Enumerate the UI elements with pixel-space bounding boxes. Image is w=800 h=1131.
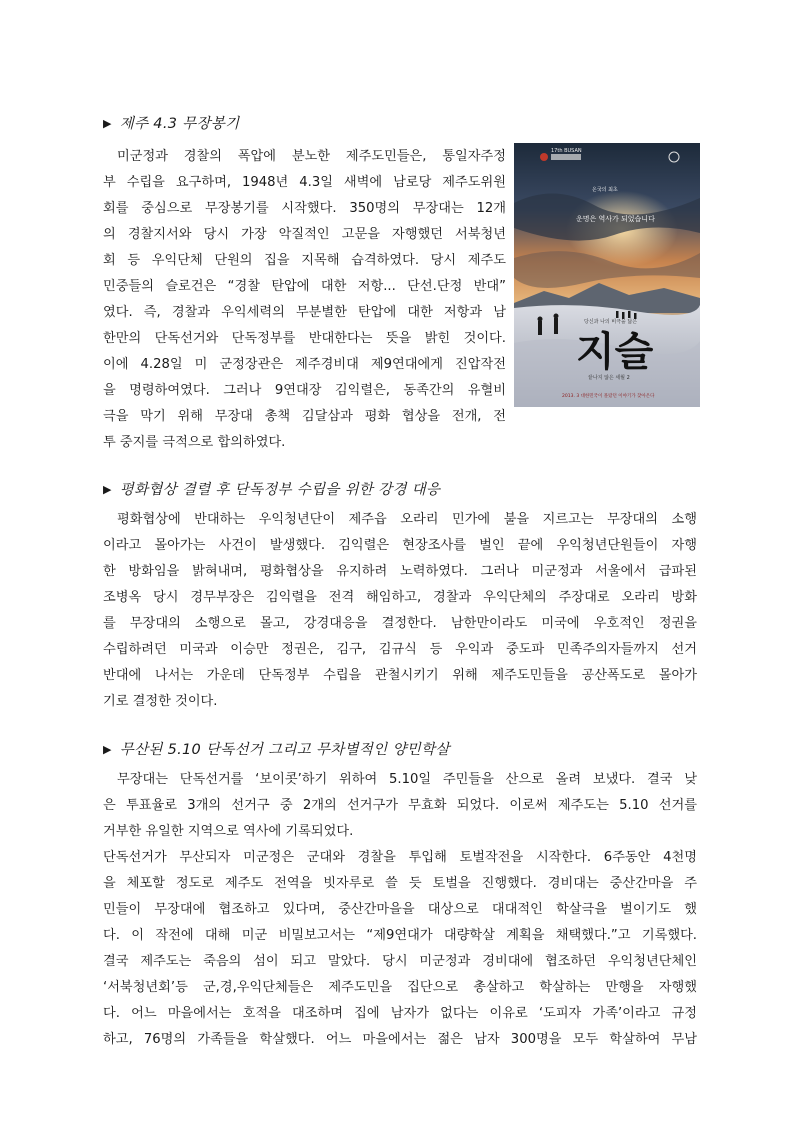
paragraph-line: 한 방화임을 밝혀내며, 평화협상을 유지하려 노력하였다. 그러나 미군정과 서울에서 급파된 xyxy=(103,564,697,579)
paragraph-line: 기로 결정한 것이다. xyxy=(103,694,218,709)
paragraph-line: 였다. 즉, 경찰과 우익세력의 무분별한 탄압에 대한 저항과 남 xyxy=(103,305,506,320)
poster-release: 2013. 3 대한민국이 몰랐던 이야기가 찾아온다 xyxy=(562,394,655,399)
paragraph-line: 극을 막기 위해 무장대 총책 김달삼과 평화 협상을 전개, 전 xyxy=(103,409,506,424)
paragraph-line: 무장대는 단독선거를 ‘보이콧’하기 위하여 5.10일 주민들을 산으로 올려 보냈다. 결국 낮 xyxy=(117,772,697,787)
paragraph-line: 민중들의 슬로건은 “경찰 탄압에 대한 저항... 단선.단정 반대” xyxy=(103,279,506,294)
section-heading-2 xyxy=(103,478,440,499)
paragraph-line: 회 등 우익단체 단원의 집을 지목해 습격하였다. 당시 제주도 xyxy=(103,253,506,268)
paragraph-line: 거부한 유일한 지역으로 역사에 기록되었다. xyxy=(103,824,354,839)
paragraph-line: 투 중지를 극적으로 합의하였다. xyxy=(103,435,286,450)
paragraph-line: 다. 어느 마을에서는 호적을 대조하며 집에 남자가 없다는 이유로 ‘도피자 가족’이라고 규정 xyxy=(103,1006,697,1021)
poster-title: 지슬 xyxy=(576,329,654,375)
heading-text: 무산된 5.10 단독선거 그리고 무차별적인 양민학살 xyxy=(119,742,450,758)
paragraph-line: 부 수립을 요구하며, 1948년 4.3일 새벽에 남로당 제주도위원 xyxy=(103,175,506,190)
paragraph-line: 은 투표율로 3개의 선거구 중 2개의 선거구가 무효화 되었다. 이로써 제주도는 5.10 선거를 xyxy=(103,798,697,813)
paragraph-line: 하고, 76명의 가족들을 학살했다. 어느 마을에서는 젊은 남자 300명을 모두 학살하여 무남 xyxy=(103,1032,697,1047)
section-heading-3 xyxy=(103,738,450,759)
paragraph-line: 단독선거가 무산되자 미군정은 군대와 경찰을 투입해 토벌작전을 시작한다. 6주동안 4천명 xyxy=(103,850,697,865)
paragraph-line: 결국 제주도는 죽음의 섬이 되고 말았다. 당시 미군정과 경비대에 협조하던 우익청년단체인 xyxy=(103,954,697,969)
heading-text: 평화협상 결렬 후 단독정부 수립을 위한 강경 대응 xyxy=(119,482,441,498)
poster-subtitle: 당신과 나의 비극을 닮은 xyxy=(584,319,638,325)
paragraph-line: 을 체포할 정도로 제주도 전역을 빗자루로 쓸 듯 토벌을 진행했다. 경비대는 중산간마을 주 xyxy=(103,876,697,891)
triangle-bullet-icon: ▶ xyxy=(103,483,112,496)
poster-tagline-small: 온국의 최초 xyxy=(592,187,618,193)
triangle-bullet-icon: ▶ xyxy=(103,743,112,756)
paragraph-line: 평화협상에 반대하는 우익청년단이 제주읍 오라리 민가에 불을 지르고는 무장대의 소행 xyxy=(117,512,697,527)
heading-text: 제주 4.3 무장봉기 xyxy=(119,116,240,132)
section-heading-1 xyxy=(103,112,239,133)
paragraph-line: 수립하려던 미국과 이승만 정권은, 김구, 김규식 등 우익과 중도파 민족주의자들까지 선거 xyxy=(103,642,697,657)
paragraph-line: 이라고 몰아가는 사건이 발생했다. 김익렬은 현장조사를 벌인 끝에 우익청년단원들이 자행 xyxy=(103,538,697,553)
paragraph-line: 를 무장대의 소행으로 몰고, 강경대응을 결정한다. 남한만이라도 미국에 우호적인 정권을 xyxy=(103,616,697,631)
paragraph-line: 반대에 나서는 가운데 단독정부 수립을 관철시키기 위해 제주도민들을 공산폭도로 몰아가 xyxy=(103,668,697,683)
paragraph-line: 의 경찰지서와 당시 가장 악질적인 고문을 자행했던 서북청년 xyxy=(103,227,506,242)
poster-tagline-main: 운명은 역사가 되었습니다 xyxy=(576,215,655,223)
triangle-bullet-icon: ▶ xyxy=(103,117,112,130)
festival-label: 17th BUSAN xyxy=(551,148,582,154)
paragraph-line: 조병옥 당시 경무부장은 김익렬을 전격 해임하고, 경찰과 우익단체의 주장대로 오라리 방화 xyxy=(103,590,697,605)
paragraph-line: 을 명령하여였다. 그러나 9연대장 김익렬은, 동족간의 유혈비 xyxy=(103,383,506,398)
paragraph-line: ‘서북청년회’등 군,경,우익단체들은 제주도민을 집단으로 총살하고 학살하는 만행을 자행했 xyxy=(103,980,697,995)
poster-title-sub: 끝나지 않은 세월 2 xyxy=(588,375,630,381)
movie-poster-image xyxy=(514,143,700,407)
paragraph-line: 미군정과 경찰의 폭압에 분노한 제주도민들은, 통일자주정 xyxy=(117,149,506,164)
paragraph-line: 민들이 무장대에 협조하고 있다며, 중산간마을을 대상으로 대대적인 학살극을 벌이기도 했 xyxy=(103,902,697,917)
paragraph-line: 다. 이 작전에 대해 미군 비밀보고서는 “제9연대가 대량학살 계획을 채택했다.”고 기록했다. xyxy=(103,928,697,943)
paragraph-line: 한만의 단독선거와 단독정부를 반대한다는 뜻을 밝힌 것이다. xyxy=(103,331,506,346)
paragraph-line: 이에 4.28일 미 군정장관은 제주경비대 제9연대에게 진압작전 xyxy=(103,357,506,372)
paragraph-line: 회를 중심으로 무장봉기를 시작했다. 350명의 무장대는 12개 xyxy=(103,201,506,216)
